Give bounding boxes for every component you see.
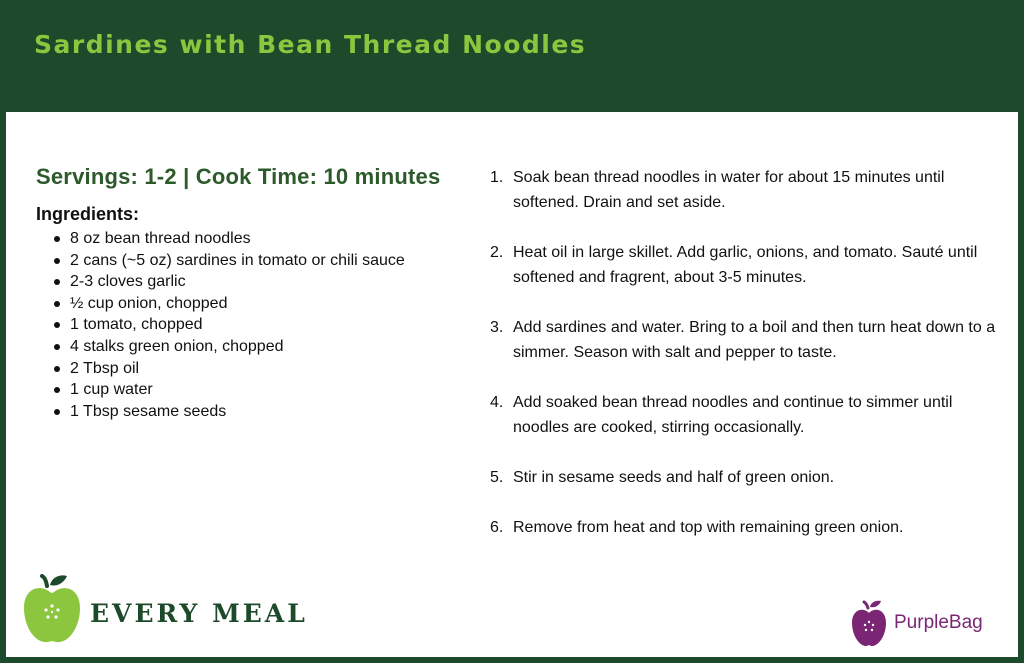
direction-step [490, 515, 1000, 540]
ingredient-item: 1 tomato, chopped [54, 314, 476, 336]
ingredient-item: 8 oz bean thread noodles [54, 228, 476, 250]
ingredient-item: ½ cup onion, chopped [54, 293, 476, 315]
step-text: Add sardines and water. Bring to a boil and then turn heat down to a simmer. Season with salt and pepper to taste. [513, 319, 996, 361]
step-number: 6. [490, 519, 504, 536]
ingredients-list [54, 228, 476, 422]
ingredients-heading: Ingredients: [36, 204, 140, 224]
step-number: 3. [490, 319, 504, 336]
ingredient-item: 4 stalks green onion, chopped [54, 336, 476, 358]
ingredient-item: 2 cans (~5 oz) sardines in tomato or chili sauce [54, 250, 476, 272]
step-text: Remove from heat and top with remaining green onion. [513, 519, 904, 536]
ingredient-item: 2 Tbsp oil [54, 358, 476, 380]
directions-column [490, 165, 1000, 565]
step-number: 2. [490, 244, 504, 261]
purplebag-wordmark: PurpleBag [894, 612, 983, 633]
every-meal-logo [20, 574, 360, 654]
step-number: 4. [490, 394, 504, 411]
step-text: Soak bean thread noodles in water for about 15 minutes until softened. Drain and set aside. [513, 169, 945, 211]
purple-apple-icon [850, 600, 888, 648]
header-band [0, 0, 1024, 112]
ingredient-item: 2-3 cloves garlic [54, 271, 476, 293]
recipe-title: Sardines with Bean Thread Noodles [34, 30, 587, 59]
direction-step [490, 390, 1000, 440]
step-text: Heat oil in large skillet. Add garlic, onions, and tomato. Sauté until softened and fragrent, about 3-5 minutes. [513, 244, 978, 286]
every-meal-wordmark: EVERY MEAL [90, 599, 308, 628]
recipe-card [6, 112, 1018, 657]
step-number: 5. [490, 469, 504, 486]
green-apple-icon [20, 574, 84, 646]
step-number: 1. [490, 169, 504, 186]
ingredient-item: 1 Tbsp sesame seeds [54, 401, 476, 423]
direction-step [490, 240, 1000, 290]
step-text: Stir in sesame seeds and half of green onion. [513, 469, 835, 486]
step-text: Add soaked bean thread noodles and continue to simmer until noodles are cooked, stirring occasionally. [513, 394, 953, 436]
ingredients-column [36, 164, 476, 422]
direction-step [490, 165, 1000, 215]
purplebag-logo [850, 600, 1010, 650]
ingredient-item: 1 cup water [54, 379, 476, 401]
direction-step [490, 315, 1000, 365]
servings-cook-time: Servings: 1-2 | Cook Time: 10 minutes [36, 164, 441, 189]
direction-step [490, 465, 1000, 490]
